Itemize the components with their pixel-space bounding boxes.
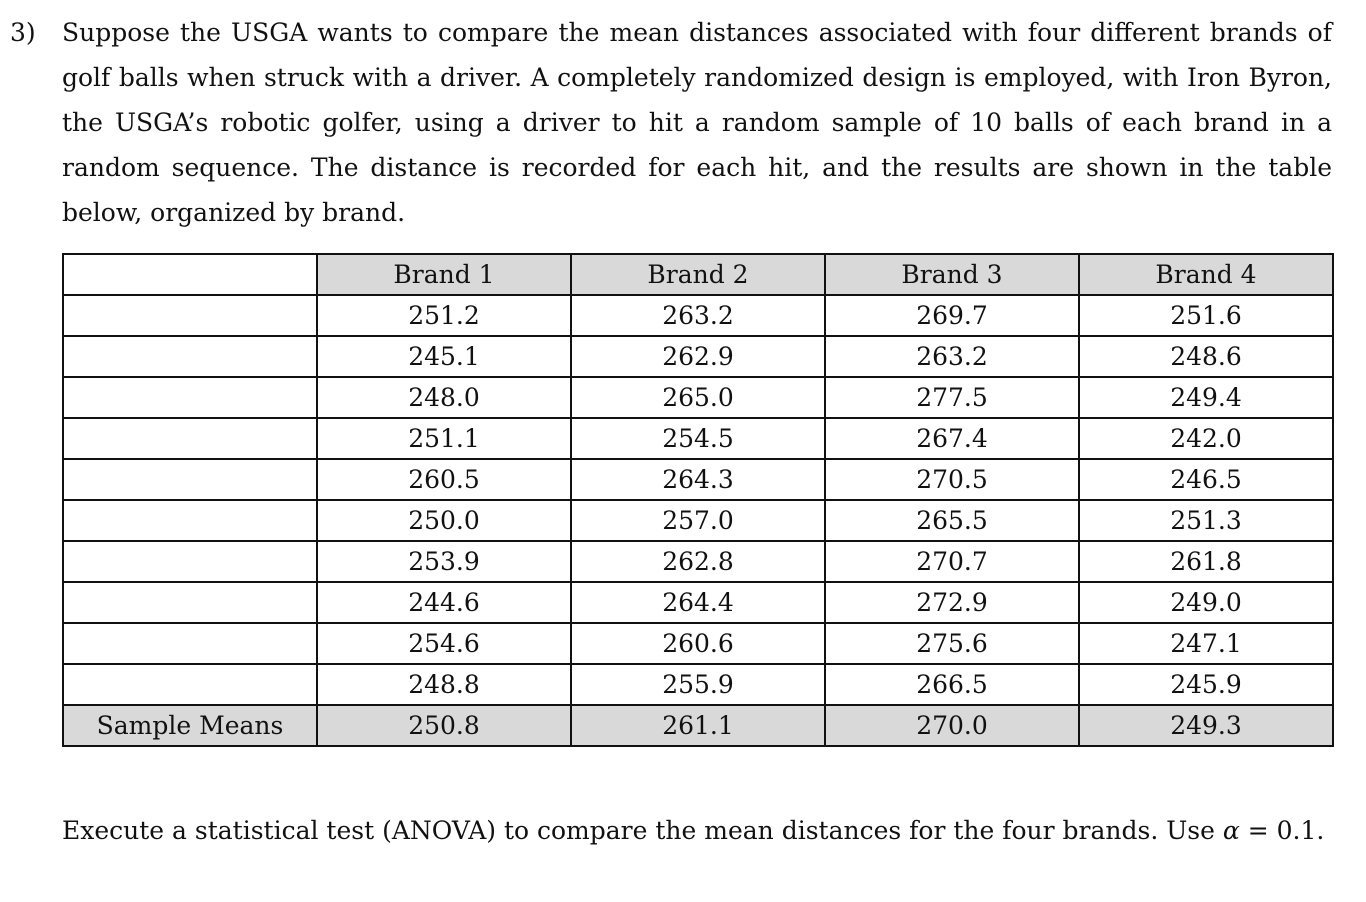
data-cell: 251.1 (317, 418, 571, 459)
problem-statement: Suppose the USGA wants to compare the mean distances associated with four different brands of golf balls when struck with a driver. A completely randomized design is employed, with Iron Byron, the USGA’s robotic golfer, using a driver to hit a random sample of 10 balls of each brand in a random sequence. The distance is recorded for each hit, and the results are shown in the table below, organized by brand. (62, 18, 1332, 227)
row-label-cell (63, 623, 317, 664)
data-cell: 267.4 (825, 418, 1079, 459)
problem-number: 3) (10, 18, 36, 47)
data-cell: 253.9 (317, 541, 571, 582)
sample-means-label: Sample Means (63, 705, 317, 746)
data-cell: 250.0 (317, 500, 571, 541)
data-cell: 248.6 (1079, 336, 1333, 377)
table-row (63, 664, 1333, 705)
data-cell: 254.5 (571, 418, 825, 459)
data-cell: 275.6 (825, 623, 1079, 664)
data-cell: 277.5 (825, 377, 1079, 418)
data-cell: 269.7 (825, 295, 1079, 336)
row-label-cell (63, 295, 317, 336)
instruction-main-text: Execute a statistical test (ANOVA) to compare the mean distances for the four brands. Use (62, 816, 1223, 845)
data-cell: 264.3 (571, 459, 825, 500)
data-cell: 249.0 (1079, 582, 1333, 623)
data-cell: 260.6 (571, 623, 825, 664)
data-cell: 245.9 (1079, 664, 1333, 705)
table-header-row (63, 254, 1333, 295)
distance-table (62, 253, 1334, 747)
table-row (63, 418, 1333, 459)
data-cell: 265.5 (825, 500, 1079, 541)
data-cell: 244.6 (317, 582, 571, 623)
data-cell: 264.4 (571, 582, 825, 623)
table-row (63, 541, 1333, 582)
header-brand-3: Brand 3 (825, 254, 1079, 295)
table-row (63, 459, 1333, 500)
data-cell: 254.6 (317, 623, 571, 664)
data-cell: 263.2 (825, 336, 1079, 377)
row-label-cell (63, 500, 317, 541)
table-row (63, 623, 1333, 664)
data-cell: 249.4 (1079, 377, 1333, 418)
table-corner-cell (63, 254, 317, 295)
data-cell: 245.1 (317, 336, 571, 377)
data-cell: 248.8 (317, 664, 571, 705)
table-row (63, 500, 1333, 541)
data-cell: 270.5 (825, 459, 1079, 500)
data-cell: 246.5 (1079, 459, 1333, 500)
header-brand-1: Brand 1 (317, 254, 571, 295)
header-brand-4: Brand 4 (1079, 254, 1333, 295)
data-cell: 247.1 (1079, 623, 1333, 664)
data-cell: 255.9 (571, 664, 825, 705)
row-label-cell (63, 582, 317, 623)
row-label-cell (63, 418, 317, 459)
data-cell: 257.0 (571, 500, 825, 541)
table-row (63, 582, 1333, 623)
mean-cell-brand-1: 250.8 (317, 705, 571, 746)
row-label-cell (63, 377, 317, 418)
data-cell: 266.5 (825, 664, 1079, 705)
alpha-symbol: α (1222, 816, 1240, 845)
row-label-cell (63, 336, 317, 377)
mean-cell-brand-2: 261.1 (571, 705, 825, 746)
table-row (63, 377, 1333, 418)
table-row (63, 295, 1333, 336)
data-cell: 242.0 (1079, 418, 1333, 459)
data-cell: 263.2 (571, 295, 825, 336)
instruction-text (62, 808, 1332, 853)
data-cell: 260.5 (317, 459, 571, 500)
data-cell: 270.7 (825, 541, 1079, 582)
sample-means-row (63, 705, 1333, 746)
row-label-cell (63, 459, 317, 500)
data-cell: 262.8 (571, 541, 825, 582)
data-cell: 272.9 (825, 582, 1079, 623)
header-brand-2: Brand 2 (571, 254, 825, 295)
data-cell: 262.9 (571, 336, 825, 377)
data-cell: 251.3 (1079, 500, 1333, 541)
data-cell: 248.0 (317, 377, 571, 418)
mean-cell-brand-3: 270.0 (825, 705, 1079, 746)
data-cell: 251.2 (317, 295, 571, 336)
alpha-value-text: = 0.1. (1239, 816, 1325, 845)
data-cell: 261.8 (1079, 541, 1333, 582)
row-label-cell (63, 541, 317, 582)
data-cell: 251.6 (1079, 295, 1333, 336)
row-label-cell (63, 664, 317, 705)
table-row (63, 336, 1333, 377)
data-cell: 265.0 (571, 377, 825, 418)
mean-cell-brand-4: 249.3 (1079, 705, 1333, 746)
